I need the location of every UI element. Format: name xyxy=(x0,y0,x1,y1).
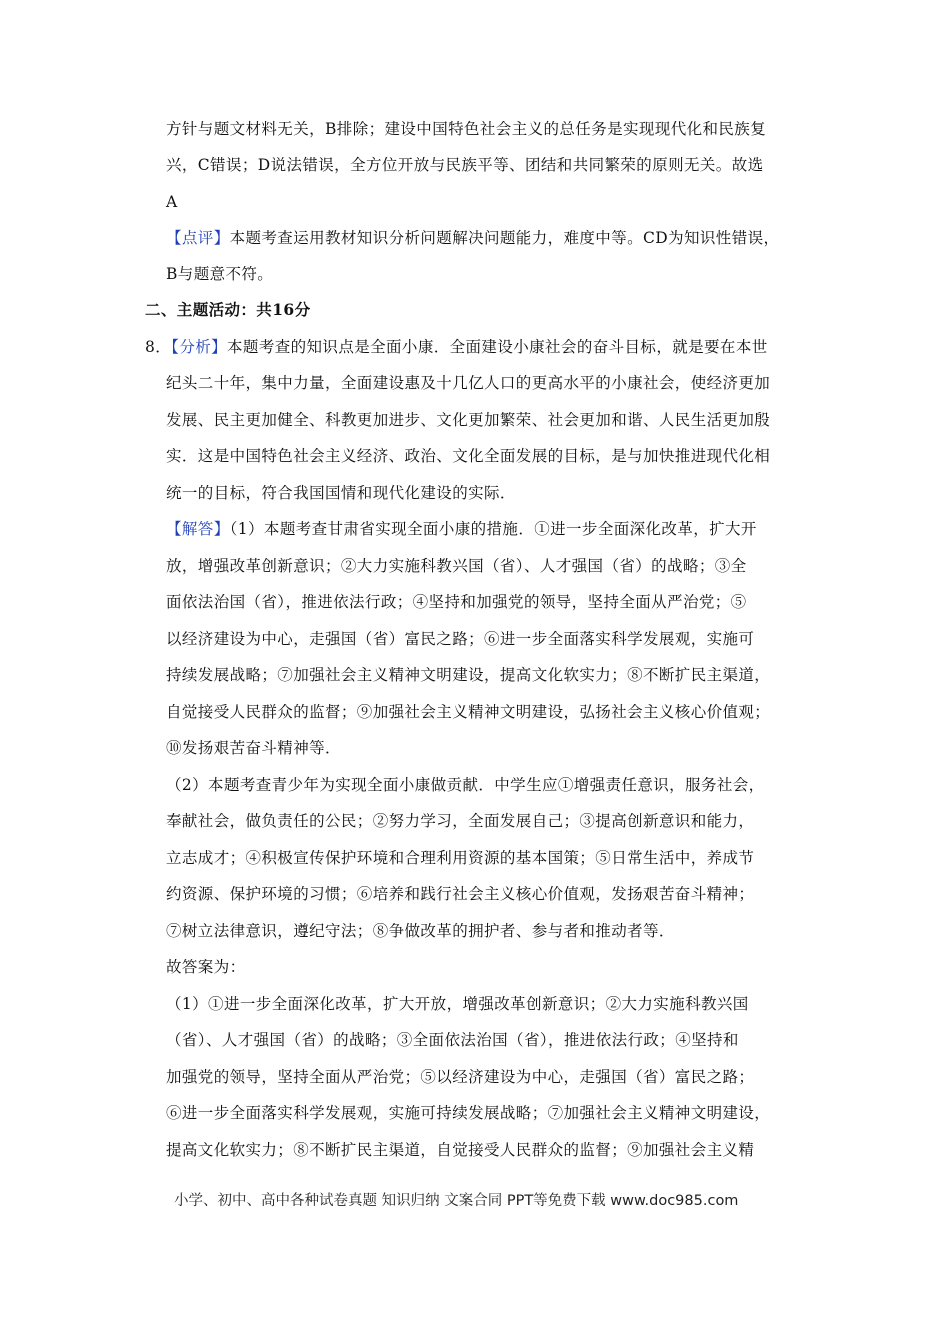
text-line-11: 统一的目标，符合我国国情和现代化建设的实际． xyxy=(166,484,516,502)
text-line-8: 纪头二十年，集中力量，全面建设惠及十几亿人口的更高水平的小康社会，使经济更加 xyxy=(166,374,771,392)
analysis-text: 本题考查的知识点是全面小康．全面建设小康社会的奋斗目标，就是要在本世 xyxy=(227,338,768,356)
text-line-26: （省）、人才强国（省）的战略；③全面依法治国（省），推进依法行政；④坚持和 xyxy=(166,1031,739,1049)
answer-tag: 【解答】 xyxy=(166,520,230,538)
text-line-15: 以经济建设为中心，走强国（省）富民之路；⑥进一步全面落实科学发展观，实施可 xyxy=(166,630,755,648)
text-line-5: B与题意不符。 xyxy=(166,265,274,283)
text-line-17: 自觉接受人民群众的监督；⑨加强社会主义精神文明建设，弘扬社会主义核心价值观； xyxy=(166,703,771,721)
text-line-22: 约资源、保护环境的习惯；⑥培养和践行社会主义核心价值观，发扬艰苦奋斗精神； xyxy=(166,885,755,903)
text-line-16: 持续发展战略；⑦加强社会主义精神文明建设，提高文化软实力；⑧不断扩民主渠道， xyxy=(166,666,771,684)
question-number: 8． xyxy=(145,338,172,356)
text-line-2: 兴，C错误；D说法错误，全方位开放与民族平等、团结和共同繁荣的原则无关。故选 xyxy=(166,156,764,174)
text-line-10: 实．这是中国特色社会主义经济、政治、文化全面发展的目标，是与加快推进现代化相 xyxy=(166,447,771,465)
text-line-18: ⑩发扬艰苦奋斗精神等． xyxy=(166,739,341,757)
comment-paragraph xyxy=(166,228,779,248)
text-line-3: A xyxy=(166,193,178,211)
text-line-27: 加强党的领导，坚持全面从严治党；⑤以经济建设为中心，走强国（省）富民之路； xyxy=(166,1068,755,1086)
text-line-19: （2）本题考查青少年为实现全面小康做贡献．中学生应①增强责任意识，服务社会， xyxy=(166,776,765,794)
text-line-28: ⑥进一步全面落实科学发展观，实施可持续发展战略；⑦加强社会主义精神文明建设， xyxy=(166,1104,771,1122)
text-line-23: ⑦树立法律意识，遵纪守法；⑧争做改革的拥护者、参与者和推动者等． xyxy=(166,922,675,940)
text-line-9: 发展、民主更加健全、科教更加进步、文化更加繁荣、社会更加和谐、人民生活更加殷 xyxy=(166,411,771,429)
text-line-21: 立志成才；④积极宣传保护环境和合理利用资源的基本国策；⑤日常生活中，养成节 xyxy=(166,849,755,867)
page-footer: 小学、初中、高中各种试卷真题 知识归纳 文案合同 PPT等免费下载 www.doc985.com xyxy=(174,1193,739,1209)
answer-text: （1）本题考查甘肃省实现全面小康的措施．①进一步全面深化改革，扩大开 xyxy=(229,520,757,538)
analysis-paragraph xyxy=(145,337,768,357)
section-heading: 二、主题活动：共16分 xyxy=(145,300,311,319)
text-line-25: （1）①进一步全面深化改革，扩大开放，增强改革创新意识；②大力实施科教兴国 xyxy=(166,995,749,1013)
answer-label: 故答案为： xyxy=(166,958,246,976)
answer-paragraph xyxy=(166,519,757,539)
comment-text: 本题考查运用教材知识分析问题解决问题能力，难度中等。CD为知识性错误， xyxy=(229,229,780,247)
comment-tag: 【点评】 xyxy=(166,229,230,247)
text-line-29: 提高文化软实力；⑧不断扩民主渠道，自觉接受人民群众的监督；⑨加强社会主义精 xyxy=(166,1141,755,1159)
text-line-1: 方针与题文材料无关，B排除；建设中国特色社会主义的总任务是实现现代化和民族复 xyxy=(166,120,767,138)
text-line-20: 奉献社会，做负责任的公民；②努力学习，全面发展自己；③提高创新意识和能力， xyxy=(166,812,755,830)
text-line-14: 面依法治国（省），推进依法行政；④坚持和加强党的领导，坚持全面从严治党；⑤ xyxy=(166,593,747,611)
analysis-tag: 【分析】 xyxy=(171,338,228,356)
text-line-13: 放，增强改革创新意识；②大力实施科教兴国（省）、人才强国（省）的战略；③全 xyxy=(166,557,747,575)
